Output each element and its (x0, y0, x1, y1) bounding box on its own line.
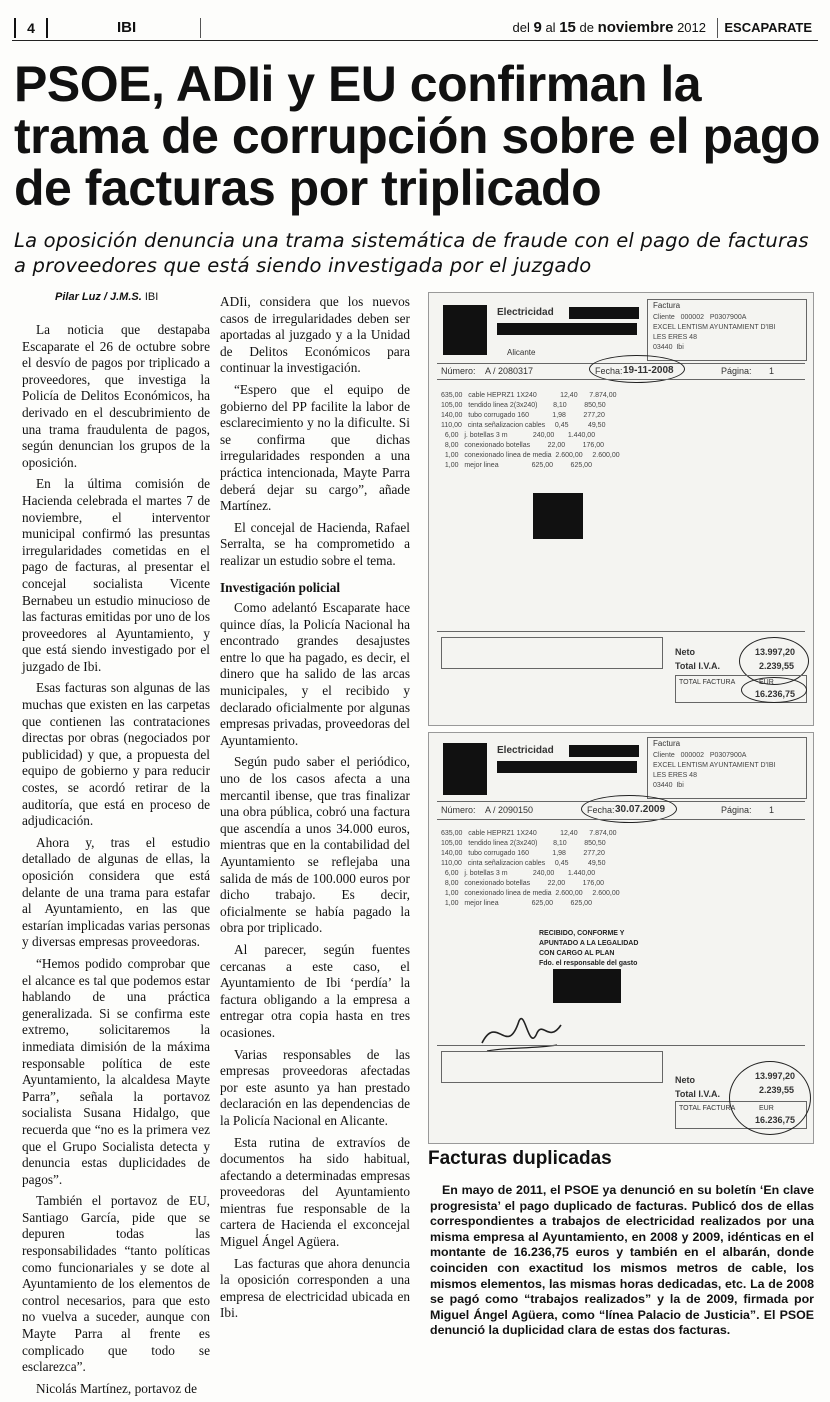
page-number: 4 (14, 18, 48, 38)
redaction-block (497, 761, 637, 773)
invoice-total-label: TOTAL FACTURA (679, 679, 736, 686)
invoice-number-label: Número: (441, 366, 476, 376)
invoice-doc-label: Factura (653, 301, 681, 310)
paragraph: Ahora y, tras el estudio detallado de algunas de ellas, la oposición considera que está delante de una trama para estafar al Ayuntamiento, en las que estarían implicadas varias personas y diversas empresas proveedoras. (22, 834, 210, 950)
paragraph: Las facturas que ahora denuncia la oposición corresponden a una empresa de electricidad ubicada en Ibi. (220, 1255, 410, 1321)
subheadline: La oposición denuncia una trama sistemática de fraude con el pago de facturas a proveedores que está siendo investigada por el juzgado (14, 229, 809, 277)
invoice-vat: 2.239,55 (759, 1085, 795, 1095)
paragraph: Esas facturas son algunas de las muchas que existen en las carpetas que contienen las contrataciones directas por obras (negociados por publicidad) y que, a propuesta del equipo de gobierno y para reducir costes, se acordó retirar de la auditoría, que está en proceso de adjudicación. (22, 680, 210, 829)
invoice-total: 16.236,75 (755, 689, 796, 699)
invoice-total-label: TOTAL FACTURA (679, 1105, 736, 1112)
invoice-date: 19-11-2008 (623, 365, 674, 376)
invoice-scan-2008: Electricidad Alicante Factura Cliente 000002 P0307900A EXCEL LENTISM AYUNTAMIENT D'IBI LES ERES 48 03440 Ibi Número: A / 2080317 Fecha: 19-11-2008 Página: 1 635,00 cable HEPRZ1 1X240 12,40 7.874,00 105,00 tendido linea 2(3x240) 8,10 850,50 140,00 tubo corrugado 160 1,98 277,20 110,00 cinta señalizacion cables 0,45 49,50 6,00 j. botellas 3 m 240,00 1.440,00 8,00 conexionado botellas 22,00 176,00 1,00 conexionado linea de media 2.600,00 2.600,00 1,00 mejor linea 625,00 625,00 Neto 13.997,20 Total I.V.A. 2.239,55 TOTAL FACTURA EUR 16.236,75 (428, 292, 814, 726)
sidebar-text: En mayo de 2011, el PSOE ya denunció en su boletín ‘En clave progresista’ el pago duplicado de facturas. Publicó dos de ellas correspondientes a trabajos de electricidad realizados por una misma empresa al Ayuntamiento, en 2008 y 2009, idénticas en el montante de 16.236,75 euros y también en el albarán, donde coinciden con exactitud los mismos metros de cable, los mismos elementos, las mismas horas dedicadas, etc. La de 2008 se pagó como “trabajos realizados” y la de 2009, firmada por Miguel Ángel Agüera, como “línea Palacio de Justicia”. El PSOE denunció la duplicidad clara de estas dos facturas. (430, 1183, 814, 1338)
invoice-page: 1 (769, 805, 775, 815)
tax-box (441, 1051, 663, 1083)
paragraph: Nicolás Martínez, portavoz de (36, 1380, 197, 1396)
paragraph: Varias responsables de las empresas proveedoras afectadas por este asunto ya han prestado declaración en las dependencias de la Policía Nacional en Alicante. (220, 1046, 410, 1128)
section-name: IBI (117, 19, 137, 36)
redaction-block (553, 969, 621, 1003)
invoice-town: Alicante (507, 348, 536, 357)
paragraph: También el portavoz de EU, Santiago García, pide que se depuren todas las responsabilidades “tanto políticas como funcionariales y se dote al Ayuntamiento de los elementos de control necesarios, para que esto no vuelva a suceder, aunque con Mayte Parra al frente es complicado que todo se esclarezca”. (22, 1193, 210, 1375)
invoice-number-label: Número: (441, 805, 476, 815)
header-divider (717, 18, 718, 38)
invoice-vat-label: Total I.V.A. (675, 661, 721, 671)
invoice-vat: 2.239,55 (759, 661, 795, 671)
redaction-block (569, 307, 639, 319)
invoice-doc-label: Factura (653, 739, 681, 748)
invoice-total: 16.236,75 (755, 1115, 796, 1125)
invoice-currency: EUR (759, 1105, 774, 1112)
redaction-block (569, 745, 639, 757)
invoice-page-label: Página: (721, 366, 752, 376)
invoice-net-label: Neto (675, 1075, 695, 1085)
publication-name: ESCAPARATE (724, 20, 812, 35)
invoice-date-label: Fecha: (587, 805, 615, 815)
invoice-scan-2009: Electricidad Factura Cliente 000002 P0307900A EXCEL LENTISM AYUNTAMIENT D'IBI LES ERES 48 03440 Ibi Número: A / 2090150 Fecha: 30.07.2009 Página: 1 635,00 cable HEPRZ1 1X240 12,40 7.874,00 105,00 tendido linea 2(3x240) 8,10 850,50 140,00 tubo corrugado 160 1,98 277,20 110,00 cinta señalizacion cables 0,45 49,50 6,00 j. botellas 3 m 240,00 1.440,00 8,00 conexionado botellas 22,00 176,00 1,00 conexionado linea de media 2.600,00 2.600,00 1,00 mejor linea 625,00 625,00 RECIBIDO, CONFORME Y APUNTADO A LA LEGALIDAD CON CARGO AL PLAN Fdo. el responsable del gasto Neto 13.997,20 Total I.V.A. 2.239,55 TOTAL FACTURA EUR 16.236,75 (428, 732, 814, 1144)
redaction-block (497, 323, 637, 335)
tax-box (441, 637, 663, 669)
invoice-net: 13.997,20 (755, 647, 796, 657)
redaction-block (533, 493, 583, 539)
invoice-company: Electricidad (497, 307, 554, 318)
headline: PSOE, ADIi y EU confirman la trama de corrupción sobre el pago de facturas por triplicado (14, 56, 820, 216)
invoice-date-label: Fecha: (595, 366, 623, 376)
invoice-company: Electricidad (497, 745, 554, 756)
paragraph: Al parecer, según fuentes cercanas a este caso, el Ayuntamiento de Ibi ‘perdía’ la factura obligando a la empresa a entregar otra copia hasta en tres ocasiones. (220, 941, 410, 1040)
paragraph: Como adelantó Escaparate hace quince días, la Policía Nacional ha encontrado grandes desajustes entre lo que ha pagado, es decir, el dinero que ha salido de las arcas municipales, y el recibido y declarado oficialmente por algunas empresas privadas, proveedoras del Ayuntamiento. (220, 600, 410, 748)
invoice-number: A / 2080317 (485, 366, 534, 376)
byline-location: IBI (144, 291, 159, 303)
invoice-number: A / 2090150 (485, 805, 534, 815)
invoice-page-label: Página: (721, 805, 752, 815)
paragraph: En la última comisión de Hacienda celebrada el martes 7 de noviembre, el interventor municipal confirmó las presuntas irregularidades cometidas en el pago de facturas, al presentar el concejal socialista Vicente Bernabeu un estudio minucioso de las facturas emitidas por uno de los proveedores al Ayuntamiento, y que está siendo investigado por el juzgado de Ibi. (22, 476, 210, 674)
redaction-block (443, 743, 487, 795)
redaction-block (443, 305, 487, 355)
paragraph: Según pudo saber el periódico, uno de los casos afecta a una mercantil ibense, que tras finalizar una obra pública, cobró una factura que ascendía a unos 34.000 euros, mientras que en la contabilidad del Ayuntamiento se reflejaba una salida de más de 100.000 euros por dicho trabajo. Es decir, oficialmente se había pagado la obra por triplicado. (220, 754, 410, 936)
paragraph: “Espero que el equipo de gobierno del PP facilite la labor de esclarecimiento y no la dificulte. Si se confirma que dichas irregularidades responden a una práctica intencionada, Mayte Parra deberá dejar su cargo”, añade Martínez. (220, 381, 410, 514)
article-column-1 (22, 322, 210, 1402)
paragraph: ADIi, considera que los nuevos casos de irregularidades deben ser aportadas al juzgado y a la Unidad de Delitos Económicos para continuar la investigación. (220, 294, 410, 376)
issue-date: del 9 al 15 de noviembre 2012 (512, 19, 706, 36)
invoice-net: 13.997,20 (755, 1071, 796, 1081)
handwritten-circle (741, 677, 807, 703)
invoice-net-label: Neto (675, 647, 695, 657)
paragraph: Esta rutina de extravíos de documentos ha sido habitual, afectando a determinadas empresas proveedoras del Ayuntamiento mientras fue responsable de la cartera de Hacienda el exconcejal Miguel Ángel Agüera. (220, 1134, 410, 1250)
subheading: Investigación policial (220, 579, 341, 595)
page-header (12, 18, 818, 41)
header-divider (200, 18, 201, 38)
handwritten-circle (729, 1061, 811, 1135)
paragraph: La noticia que destapaba Escaparate el 26 de octubre sobre el desvío de pagos por triplicado a proveedores, que investiga la Policía de Delitos Económicos, ha derivado en el descubrimiento de una trama fraudulenta de pagos, según denuncian los grupos de la oposición. (22, 322, 210, 470)
byline-authors: Pilar Luz / J.M.S. (55, 291, 142, 303)
invoice-page: 1 (769, 366, 775, 376)
article-column-2 (220, 294, 410, 1327)
invoice-vat-label: Total I.V.A. (675, 1089, 721, 1099)
invoice-date: 30.07.2009 (615, 804, 666, 815)
invoice-currency: EUR (759, 679, 774, 686)
paragraph: El concejal de Hacienda, Rafael Serralta, se ha comprometido a realizar un estudio sobre el tema. (220, 519, 410, 568)
paragraph: “Hemos podido comprobar que el alcance es tal que podemos estar hablando de una práctica generalizada. Si se confirma este extremo, solicitaremos la inmediata dimisión de la máxima responsable política de este Ayuntamiento, la alcaldesa Mayte Parra”, señala la portavoz socialista Susana Hidalgo, que recuerda que “no es la primera vez que el Grupo Socialista detecta y denuncia estas duplicidades de pagos”. (22, 955, 210, 1187)
sidebar-title: Facturas duplicadas (428, 1148, 612, 1169)
byline (55, 291, 158, 303)
